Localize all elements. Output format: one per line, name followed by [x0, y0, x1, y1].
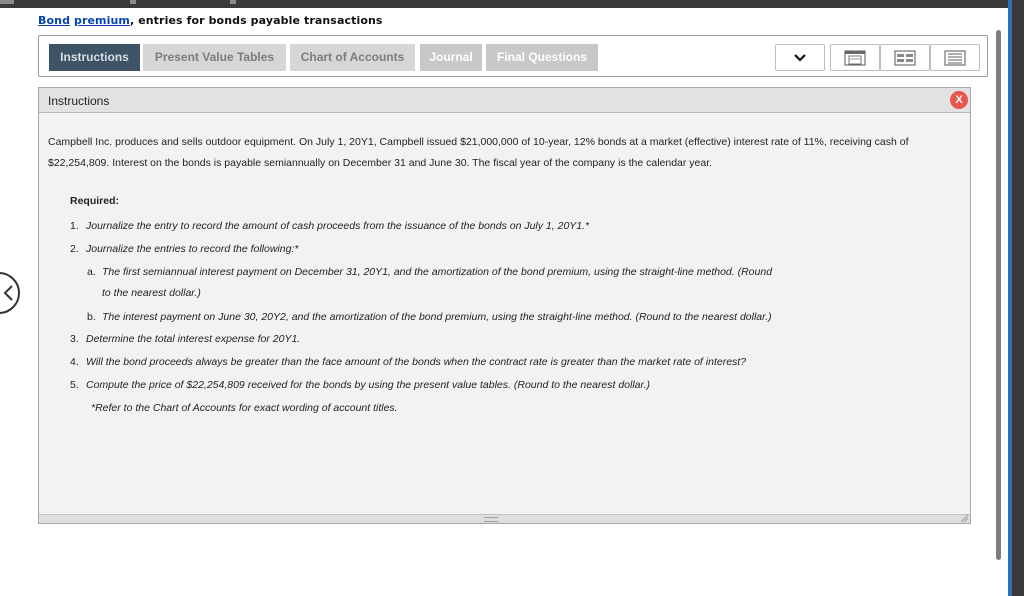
document-button[interactable] [930, 44, 980, 71]
item-number: 2. [70, 243, 79, 255]
item-text: Compute the price of $22,254,809 received for the bonds by using the present value tables. (Round to the nearest dollar.) [86, 379, 651, 391]
chevron-down-icon [794, 54, 806, 62]
tab-instructions[interactable]: Instructions [49, 44, 140, 71]
requirement-item [48, 374, 953, 397]
heading-link-premium[interactable]: premium [73, 14, 130, 27]
item-number: 3. [70, 333, 79, 345]
panel-header [39, 88, 970, 113]
panel-resize-bar[interactable] [39, 514, 970, 523]
calculator-icon [844, 50, 866, 66]
requirement-item [48, 351, 953, 374]
top-bar-segment [230, 0, 236, 4]
dropdown-button[interactable] [775, 44, 825, 71]
item-text: Will the bond proceeds always be greater than the face amount of the bonds when the contract rate is greater than the market rate of interest? [86, 356, 747, 368]
heading-text: , entries for bonds payable transactions [129, 14, 383, 27]
focus-edge [1008, 0, 1012, 596]
spreadsheet-icon [894, 50, 916, 66]
sub-requirement-item [48, 261, 953, 304]
previous-arrow-button[interactable] [0, 272, 20, 314]
sub-requirements-list [48, 261, 953, 328]
problem-description: Campbell Inc. produces and sells outdoor equipment. On July 1, 20Y1, Campbell issued $21,000,000 of 10-year, 12% bonds at a market (effective) interest rate of 11%, receiving cash of $22,254,809. Interest on the bonds is payable semiannually on December 31 and June 30. The fiscal year of the company is the calendar year. [48, 136, 909, 169]
tab-chart-of-accounts[interactable]: Chart of Accounts [290, 44, 415, 71]
sub-item-number: b. [87, 311, 96, 323]
panel-body [48, 132, 953, 420]
item-text: Determine the total interest expense for 20Y1. [86, 333, 301, 345]
grip-icon [484, 517, 498, 522]
window-top-bar [0, 0, 1024, 8]
tab-journal[interactable]: Journal [420, 44, 482, 71]
chevron-left-icon [0, 272, 20, 314]
page-title [38, 14, 383, 27]
sub-item-number: a. [87, 266, 96, 278]
top-bar-segment [0, 0, 14, 4]
window-right-edge [1008, 0, 1024, 596]
spreadsheet-button[interactable] [880, 44, 930, 71]
panel-title: Instructions [48, 94, 110, 108]
calculator-button[interactable] [830, 44, 880, 71]
item-text: Journalize the entries to record the following:* [86, 243, 299, 255]
sub-requirement-item [48, 304, 953, 328]
required-heading: Required: [70, 195, 120, 207]
sub-item-text: The interest payment on June 30, 20Y2, and the amortization of the bond premium, using the straight-line method. (Round to the nearest dollar.) [102, 311, 772, 323]
document-icon [944, 50, 966, 66]
top-bar-segment [130, 0, 136, 4]
tab-final-questions[interactable]: Final Questions [486, 44, 598, 71]
resize-corner-icon[interactable] [961, 515, 968, 522]
footnote: *Refer to the Chart of Accounts for exact wording of account titles. [91, 402, 398, 414]
requirement-item [48, 328, 953, 351]
instructions-panel [38, 87, 971, 524]
tab-toolbar [38, 35, 988, 77]
tab-present-value-tables[interactable]: Present Value Tables [143, 44, 286, 71]
sub-item-text: The first semiannual interest payment on December 31, 20Y1, and the amortization of the bond premium, using the straight-line method. (Round to the nearest dollar.) [102, 266, 773, 299]
item-number: 5. [70, 379, 79, 391]
close-button[interactable]: X [950, 91, 968, 109]
item-number: 4. [70, 356, 79, 368]
requirement-item [48, 238, 953, 328]
item-text: Journalize the entry to record the amount of cash proceeds from the issuance of the bonds on July 1, 20Y1.* [86, 220, 590, 232]
requirement-item [48, 215, 953, 238]
heading-link-bond[interactable]: Bond [38, 14, 71, 27]
vertical-scrollbar[interactable] [996, 30, 1001, 560]
item-number: 1. [70, 220, 79, 232]
requirements-list [48, 215, 953, 397]
